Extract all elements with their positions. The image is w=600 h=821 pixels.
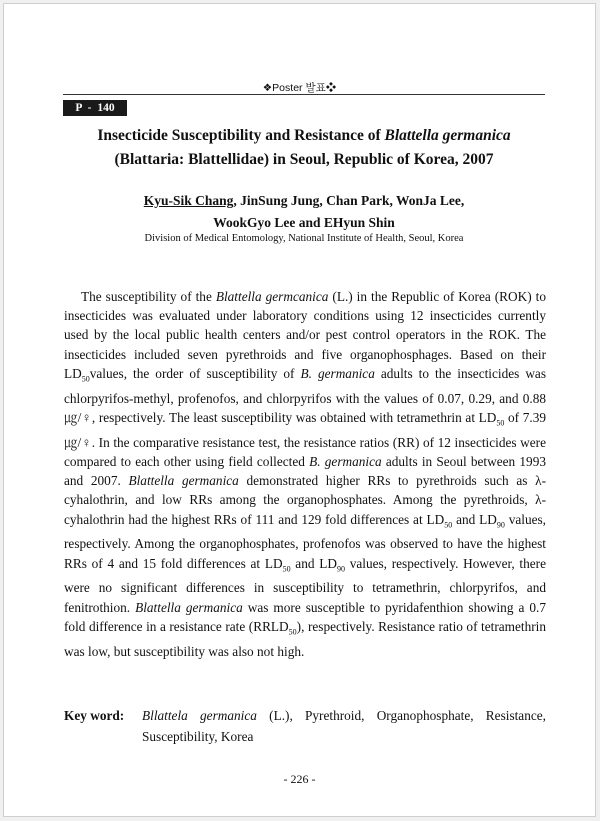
authors-line1: , JinSung Jung, Chan Park, WonJa Lee, bbox=[233, 193, 465, 208]
keywords bbox=[64, 705, 546, 747]
abstract-body: The susceptibility of the Blattella germcanica (L.) in the Republic of Korea (ROK) to insecticides was evaluated under laboratory conditions using 12 insecticides currently used by the local public health centers and/or pest control operators in the ROK. The insecticides included seven pyrethroids and five organophosphages. Based on their $LD_{50}values$, the order of susceptibility of B. germanica adults to the insecticides was chlorpyrifos-methyl, profenofos, and chlorpyrifos with the values of 0.07, 0.29, and 0.88 ㎍/♀, respectively. The least susceptibility was obtained with tetramethrin at $LD_{50}$ of 7.39 ㎍/♀. In the comparative resistance test, the resistance ratios (RR) of 12 insecticides were compared to each other using field collected B. germanica adults in Seoul between 1993 and 2007. Blattella germanica demonstrated higher RRs to pyrethroids such as λ-cyhalothrin, and low RRs among the organophosphates. Among the pyrethroids, λ-cyhalothrin had the highest RRs of 111 and 129 fold differences at $LD_{50}$ and $LD_{90}$ values, respectively. Among the organophosphates, profenofos was observed to have the highest RRs of 4 and 15 fold differences at $LD_{50}$ and $LD_{90}$ values, respectively. However, there were no significant differences in susceptibility to tetramethrin, chlorpyrifos, and fenitrothion. Blattella germanica was more susceptible to pyridafenthion showing a 0.7 fold difference in a resistance rate $(RRLD_{50})$, respectively. Resistance ratio of tetramethrin was low, but susceptibility was also not high. bbox=[64, 289, 547, 659]
affiliation: Division of Medical Entomology, National Institute of Health, Seoul, Korea bbox=[144, 233, 464, 244]
keywords-text: Bllattela germanica (L.), Pyrethroid, Organophosphate, Resistance, Susceptibility, Korea bbox=[142, 708, 546, 744]
title-species: Blattella germanica bbox=[384, 127, 511, 144]
title-text-1: Insecticide Susceptibility and Resistance of bbox=[97, 127, 385, 144]
keywords-label: Key word: bbox=[64, 708, 125, 723]
authors-line2: WookGyo Lee and EHyun Shin bbox=[213, 215, 395, 230]
header-rule bbox=[63, 94, 545, 95]
page-number: - 226 - bbox=[283, 772, 316, 786]
paper-title bbox=[44, 124, 564, 172]
presenting-author: Kyu-Sik Chang bbox=[143, 193, 234, 208]
section-header: ❖Poster 발표❖ bbox=[262, 82, 337, 94]
page bbox=[3, 3, 596, 817]
author-list bbox=[44, 190, 564, 234]
title-text-2: (Blattaria: Blattellidae) in Seoul, Republic of Korea, 2007 bbox=[114, 151, 494, 168]
poster-number-badge: P - 140 bbox=[63, 100, 127, 116]
